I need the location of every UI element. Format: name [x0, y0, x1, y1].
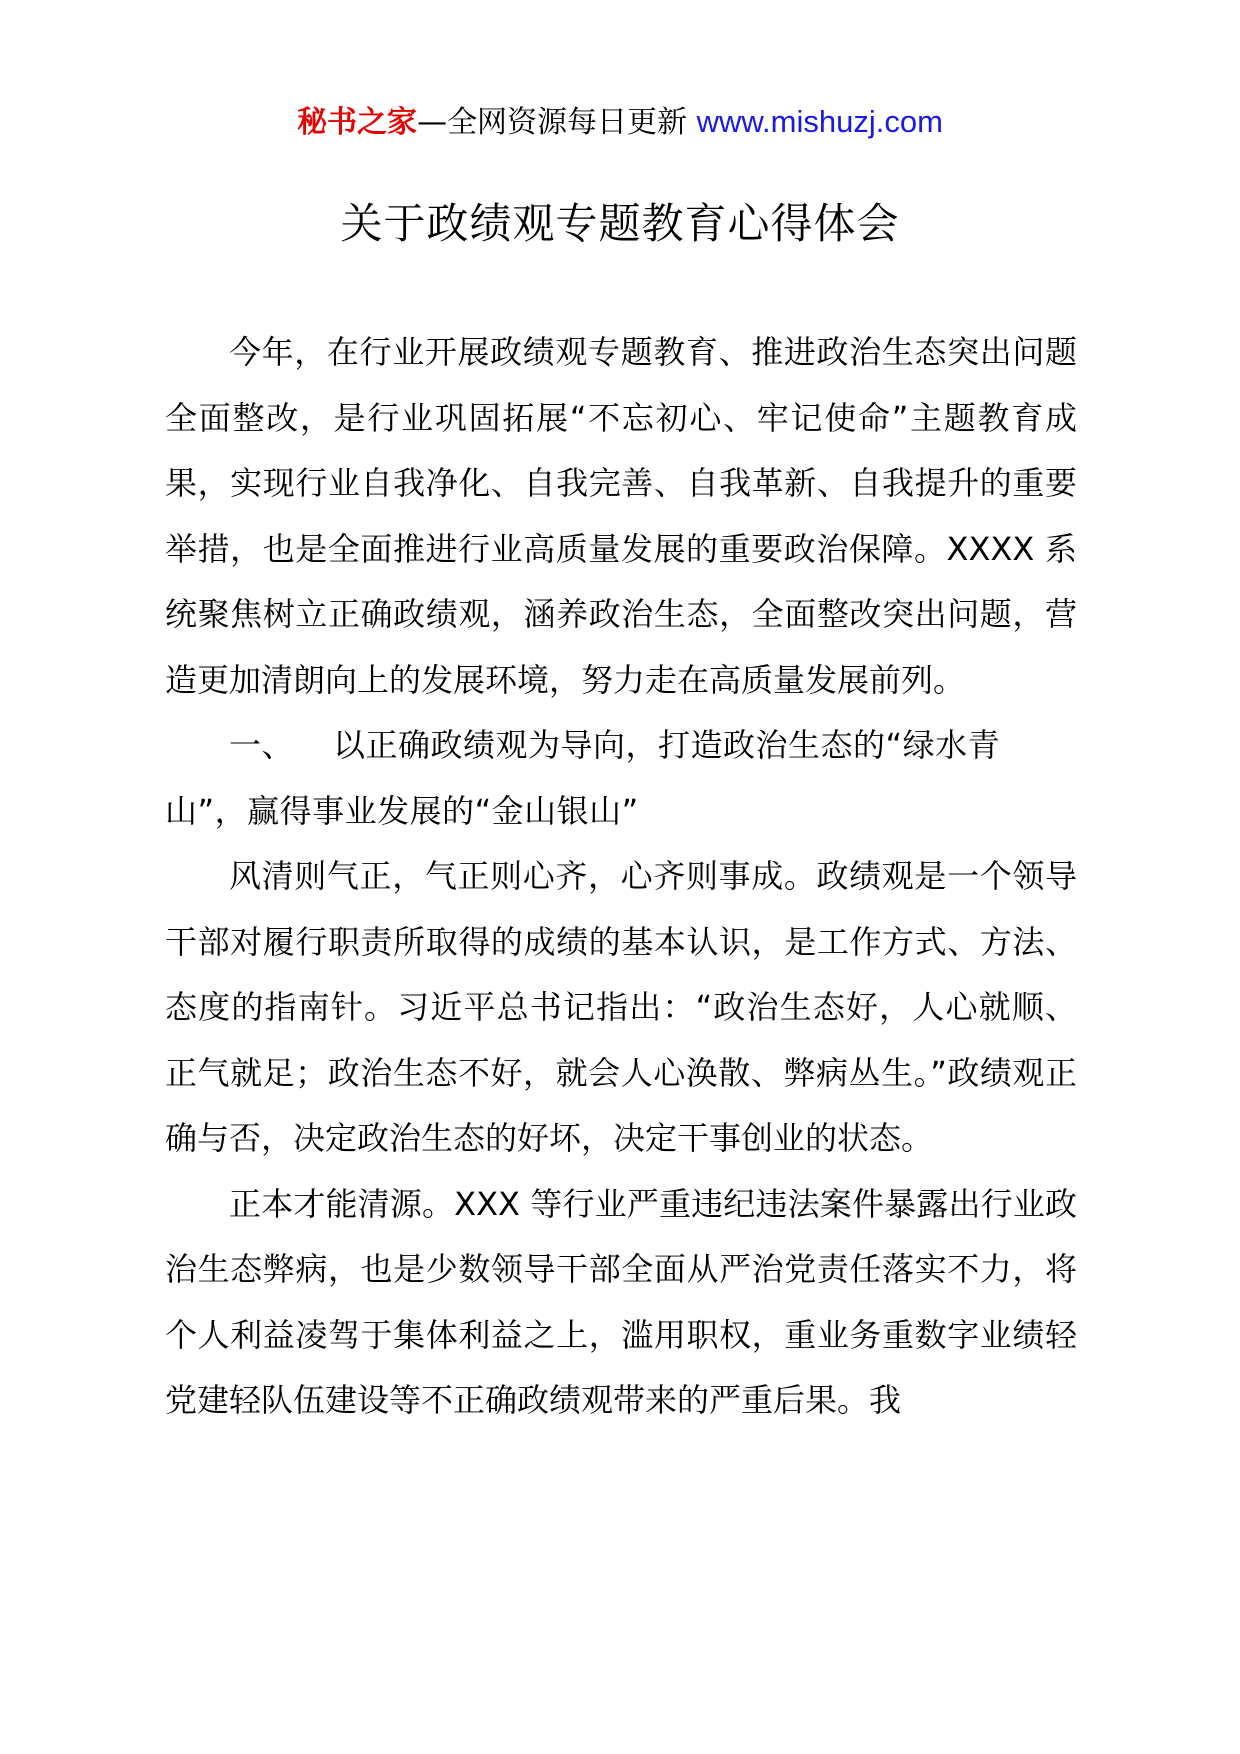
section-number: 一、 — [229, 726, 295, 764]
brand-name: 秘书之家 — [297, 105, 418, 140]
section-heading — [165, 713, 1077, 844]
header-tagline: —全网资源每日更新 — [417, 105, 697, 140]
document-body — [165, 320, 1077, 1434]
website-link[interactable]: www.mishuzj.com — [696, 104, 943, 139]
section-heading-text: 以正确政绩观为导向，打造政治生态的“绿水青山”，赢得事业发展的“金山银山” — [165, 726, 1001, 830]
intro-paragraph: 今年，在行业开展政绩观专题教育、推进政治生态突出问题全面整改，是行业巩固拓展“不忘初心、牢记使命”主题教育成果，实现行业自我净化、自我完善、自我革新、自我提升的重要举措，也是全面推进行业高质量发展的重要政治保障。XXXX 系统聚焦树立正确政绩观，涵养政治生态，全面整改突出问题，营造更加清朗向上的发展环境，努力走在高质量发展前列。 — [165, 333, 1077, 699]
body-paragraph: 风清则气正，气正则心齐，心齐则事成。政绩观是一个领导干部对履行职责所取得的成绩的基本认识，是工作方式、方法、态度的指南针。习近平总书记指出：“政治生态好，人心就顺、正气就足；政治生态不好，就会人心涣散、弊病丛生。”政绩观正确与否，决定政治生态的好坏，决定干事创业的状态。 — [165, 857, 1077, 1157]
body-paragraph: 正本才能清源。XXX 等行业严重违纪违法案件暴露出行业政治生态弊病，也是少数领导干部全面从严治党责任落实不力，将个人利益凌驾于集体利益之上，滥用职权，重业务重数字业绩轻党建轻队伍建设等不正确政绩观带来的严重后果。我 — [165, 1184, 1077, 1419]
page-header — [0, 100, 1240, 145]
document-title: 关于政绩观专题教育心得体会 — [340, 199, 900, 248]
